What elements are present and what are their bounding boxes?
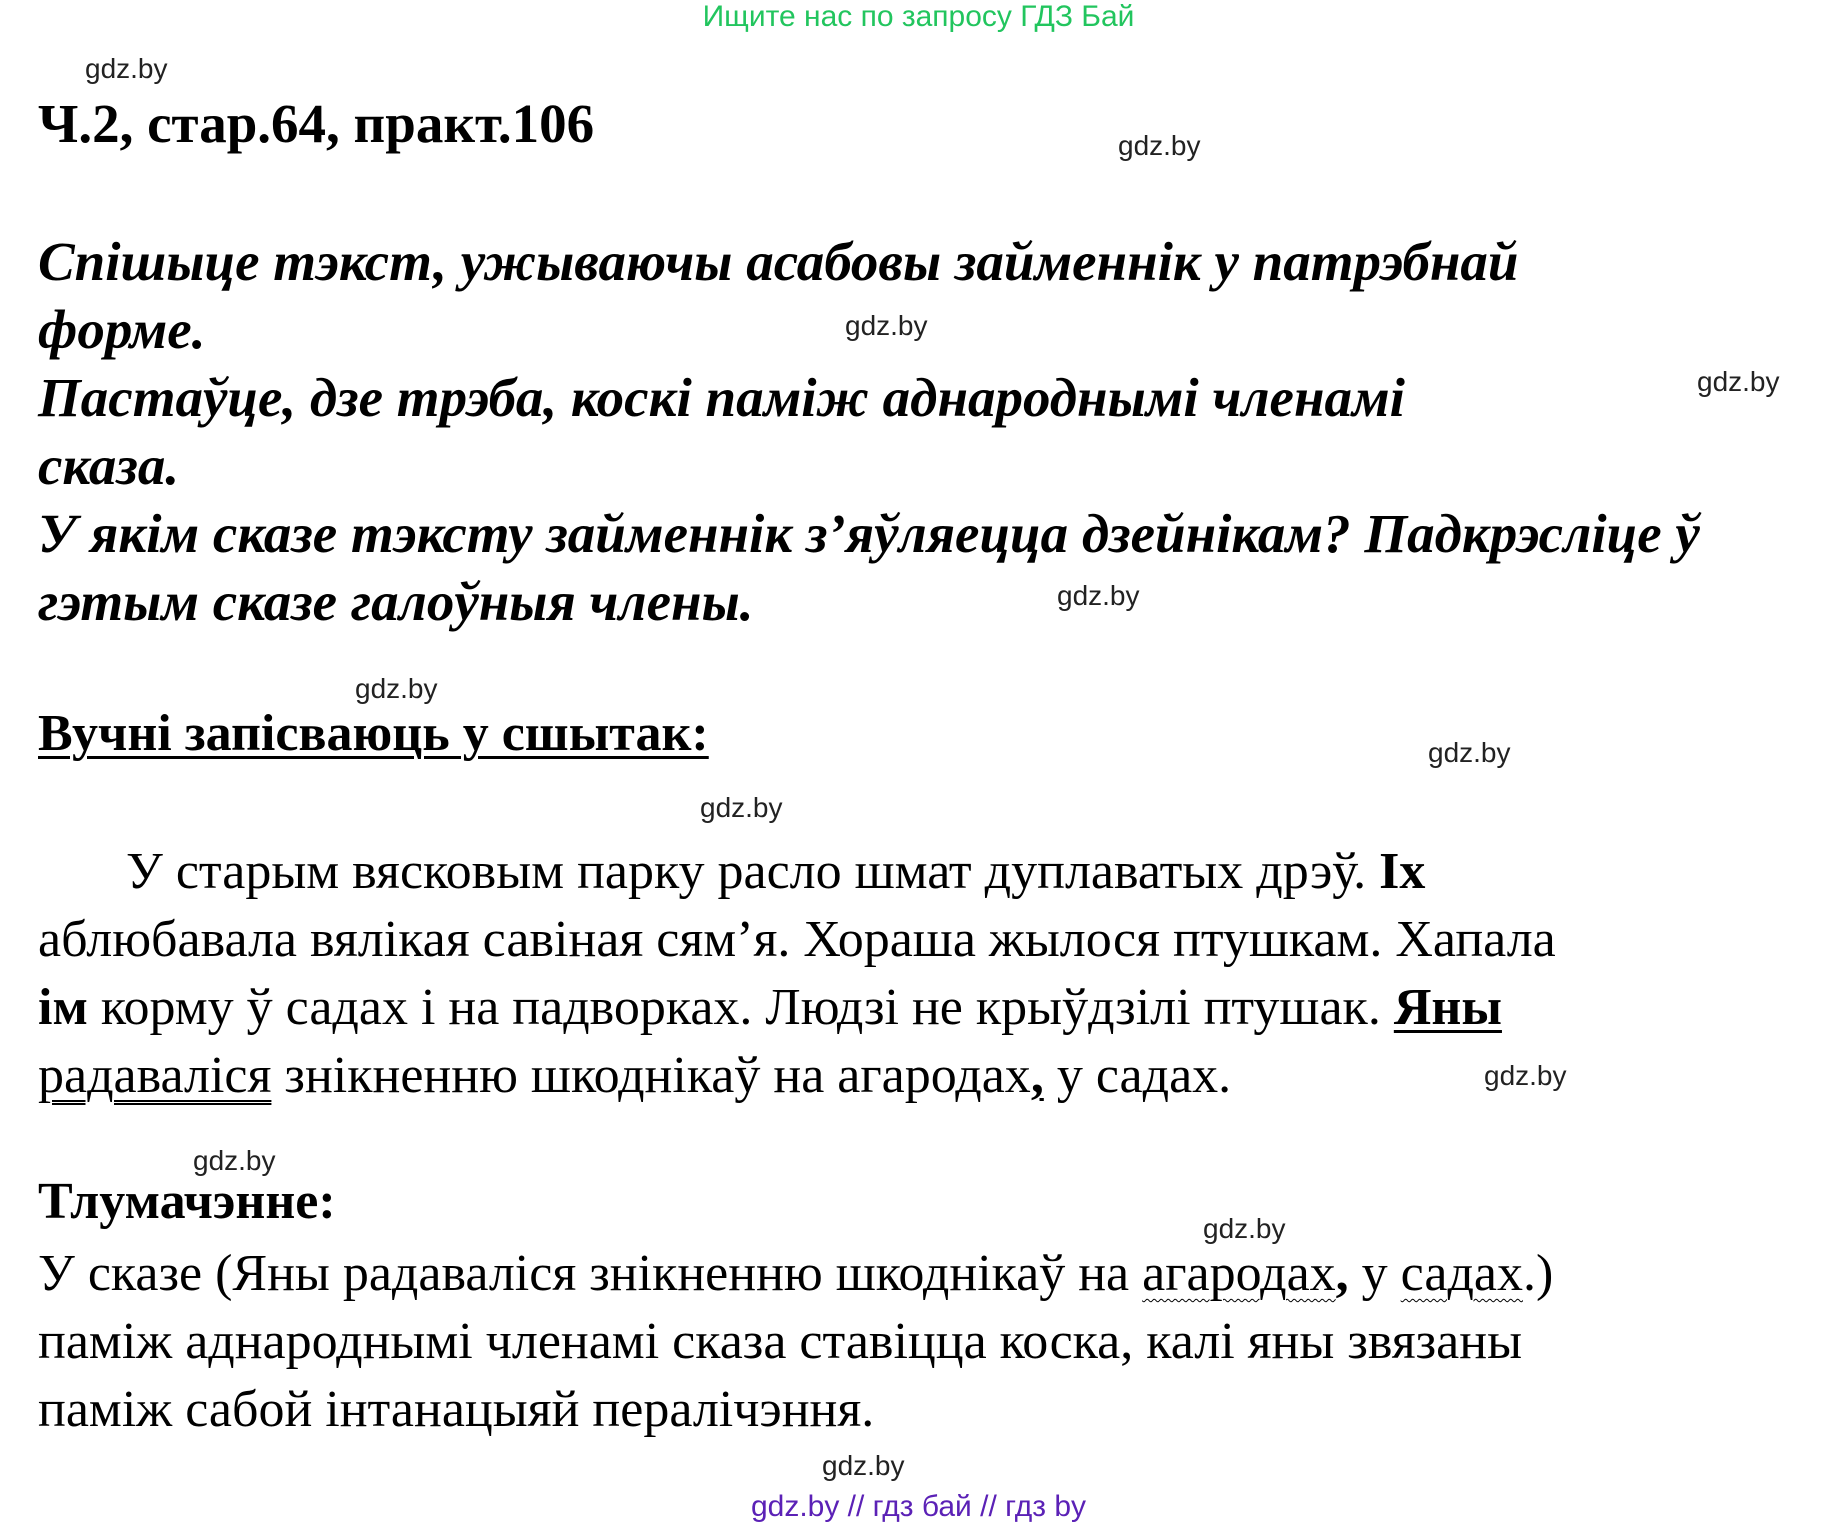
text-run: у [1348, 1245, 1401, 1302]
explanation-heading: Тлумачэнне: [38, 1173, 336, 1230]
text-run: у садах. [1043, 1047, 1232, 1104]
watermark: gdz.by [355, 673, 438, 704]
watermark: gdz.by [193, 1145, 276, 1176]
watermark: gdz.by [1697, 366, 1780, 397]
section-heading: Вучні запісваюць у сшытак: [38, 705, 709, 762]
explanation-text [38, 1240, 1828, 1444]
footer-links: gdz.by // гдз бай // гдз by [750, 1490, 1087, 1523]
explanation-line: паміж сабой інтанацыяй пералічэння. [38, 1381, 875, 1438]
task-instructions [38, 228, 1828, 636]
explanation-line: паміж аднароднымі членамі сказа ставіцца коска, калі яны звязаны [38, 1313, 1523, 1370]
subject-underlined: Яны [1393, 979, 1502, 1036]
predicate-underlined: радаваліся [38, 1047, 272, 1104]
pronoun-bold: ім [38, 979, 88, 1036]
text-run: У сказе (Яны радаваліся знікненню шкоднікаў на [38, 1245, 1143, 1302]
watermark: gdz.by [1057, 580, 1140, 611]
answer-line [38, 974, 1828, 1042]
pronoun-bold: Іх [1379, 843, 1426, 900]
task-line: сказа. [38, 435, 180, 496]
watermark: gdz.by [1428, 737, 1511, 768]
page-title: Ч.2, стар.64, практ.106 [38, 93, 595, 154]
text-run: знікненню шкоднікаў на агародах [271, 1047, 1031, 1104]
watermark: gdz.by [845, 310, 928, 341]
task-line: Спішыце тэкст, ужываючы асабовы займеннік у патрэбнай [38, 231, 1519, 292]
task-line: гэтым сказе галоўныя члены. [38, 571, 754, 632]
answer-text [38, 838, 1828, 1110]
watermark: gdz.by [700, 792, 783, 823]
explanation-line [38, 1240, 1828, 1308]
task-line: форме. [38, 299, 206, 360]
answer-line [38, 1042, 1828, 1110]
task-line: Пастаўце, дзе трэба, коскі паміж аднароднымі членамі [38, 367, 1405, 428]
task-line: У якім сказе тэксту займеннік з’яўляецца дзейнікам? Падкрэсліце ў [38, 503, 1700, 564]
watermark: gdz.by [822, 1450, 905, 1481]
text-run: .) [1523, 1245, 1554, 1302]
watermark: gdz.by [1484, 1060, 1567, 1091]
watermark: gdz.by [1203, 1213, 1286, 1244]
answer-line [38, 838, 1828, 906]
answer-line: аблюбавала вялікая савіная сям’я. Хораша жылося птушкам. Хапала [38, 911, 1556, 968]
watermark: gdz.by [1118, 130, 1201, 161]
text-run: корму ў садах і на падворках. Людзі не крыўдзілі птушак. [87, 979, 1394, 1036]
homogeneous-member: садах [1400, 1245, 1523, 1302]
homogeneous-member: агародах [1142, 1245, 1336, 1302]
text-run: У старым вясковым парку расло шмат дуплаватых дрэў. [126, 843, 1380, 900]
inserted-comma: , [1030, 1047, 1044, 1104]
search-banner: Ищите нас по запросу ГДЗ Бай [702, 0, 1135, 33]
comma-bold: , [1335, 1245, 1349, 1302]
watermark: gdz.by [85, 53, 168, 84]
